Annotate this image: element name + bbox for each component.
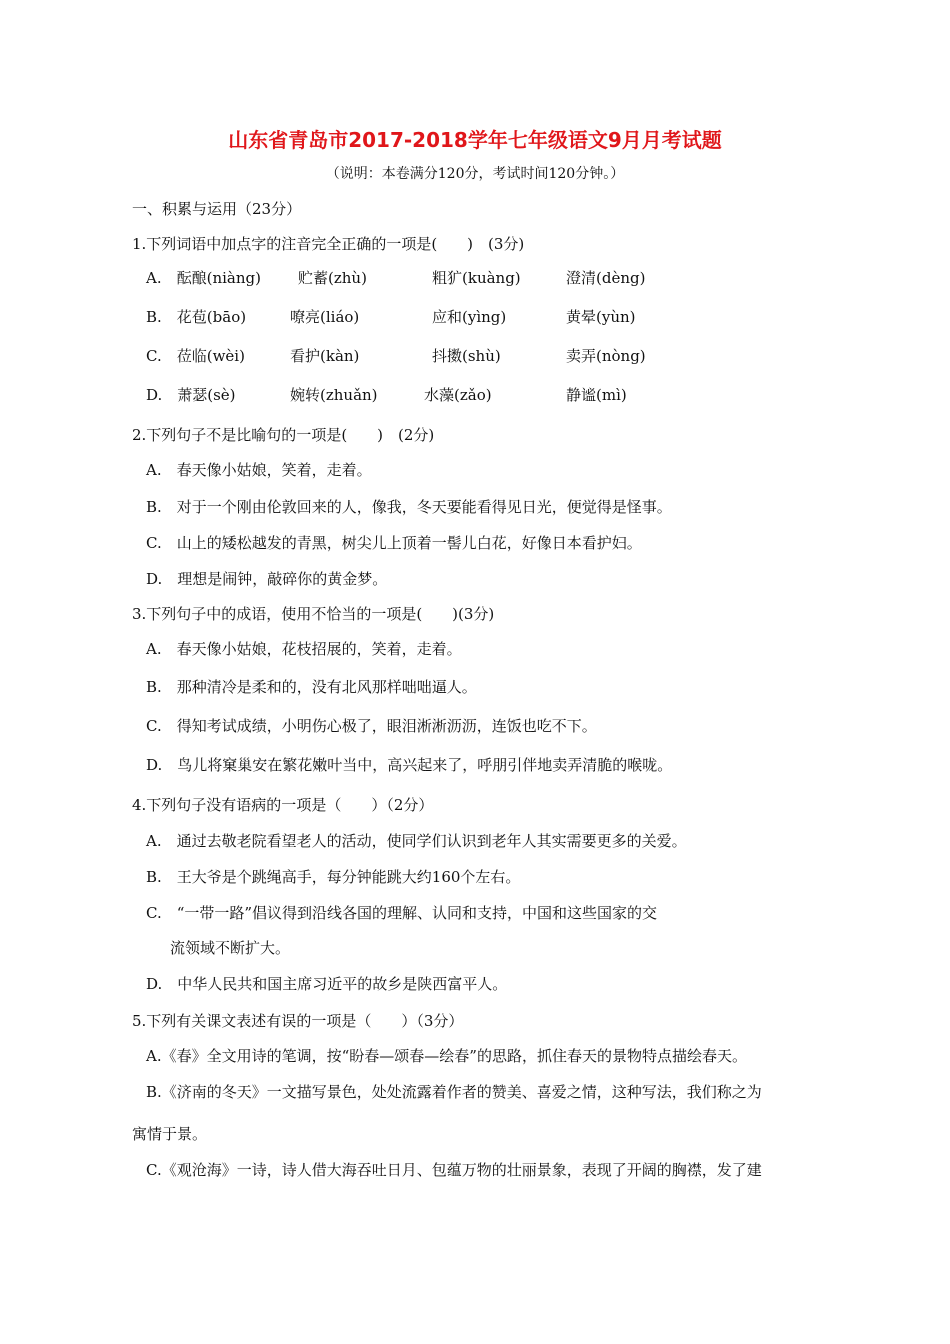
q4-option-d: D. 中华人民共和国主席习近平的故乡是陕西富平人。 [146,975,508,993]
q1-option-a-word3: 粗犷(kuàng) [432,269,521,287]
q4-option-c: C. “一带一路”倡议得到沿线各国的理解、认同和支持，中国和这些国家的交 [146,904,658,922]
question-1-options [0,267,950,417]
q1-option-b-word4: 黄晕(yùn) [566,308,636,326]
q4-option-a: A. 通过去敬老院看望老人的活动，使同学们认识到老年人其实需要更多的关爱。 [146,832,687,850]
q5-option-b: B.《济南的冬天》一文描写景色，处处流露着作者的赞美、喜爱之情，这种写法，我们称之为 [146,1083,762,1101]
question-5-stem: 5.下列有关课文表述有误的一项是（ ）（3分） [132,1012,464,1030]
question-2-stem: 2.下列句子不是比喻句的一项是( ) (2分) [132,426,435,444]
q4-option-c-continued: 流领域不断扩大。 [170,939,291,957]
q4-option-b: B. 王大爷是个跳绳高手，每分钟能跳大约160个左右。 [146,868,521,886]
q1-option-b-word1: B. 花苞(bāo) [146,308,247,326]
q5-option-b-continued: 寓情于景。 [132,1125,208,1143]
q1-option-a-word2: 贮蓄(zhù) [298,269,367,287]
q2-option-c: C. 山上的矮松越发的青黑，树尖儿上顶着一髻儿白花，好像日本看护妇。 [146,534,642,552]
q1-option-d-word3: 水藻(zǎo) [424,386,492,404]
q1-option-b-word3: 应和(yìng) [432,308,507,326]
q1-option-a-word4: 澄清(dèng) [566,269,646,287]
q1-option-c-word4: 卖弄(nòng) [566,347,646,365]
q3-option-c: C. 得知考试成绩，小明伤心极了，眼泪淅淅沥沥，连饭也吃不下。 [146,717,597,735]
q5-option-a: A.《春》全文用诗的笔调，按“盼春—颂春—绘春”的思路，抓住春天的景物特点描绘春天。 [146,1047,747,1065]
q1-option-b-word2: 嘹亮(liáo) [290,308,360,326]
section-heading: 一、积累与运用（23分） [132,200,302,218]
page-title: 山东省青岛市2017-2018学年七年级语文9月月考试题 [228,128,722,152]
q2-option-b: B. 对于一个刚由伦敦回来的人，像我，冬天要能看得见日光，便觉得是怪事。 [146,498,672,516]
question-3-stem: 3.下列句子中的成语，使用不恰当的一项是( )(3分) [132,605,495,623]
q1-option-c-word2: 看护(kàn) [290,347,360,365]
q3-option-a: A. 春天像小姑娘，花枝招展的，笑着，走着。 [146,640,462,658]
q1-option-c-word1: C. 莅临(wèi) [146,347,245,365]
question-4-stem: 4.下列句子没有语病的一项是（ ）（2分） [132,796,434,814]
q1-option-c-word3: 抖擞(shù) [432,347,501,365]
question-1-stem: 1.下列词语中加点字的注音完全正确的一项是( ) (3分) [132,235,525,253]
q1-option-d-word4: 静谧(mì) [566,386,627,404]
q1-option-d-word2: 婉转(zhuǎn) [290,386,378,404]
q3-option-d: D. 鸟儿将窠巢安在繁花嫩叶当中，高兴起来了，呼朋引伴地卖弄清脆的喉咙。 [146,756,673,774]
q5-option-c: C.《观沧海》一诗，诗人借大海吞吐日月、包蕴万物的壮丽景象，表现了开阔的胸襟，发了建 [146,1161,762,1179]
q1-option-d-word1: D. 萧瑟(sè) [146,386,236,404]
q3-option-b: B. 那种清冷是柔和的，没有北风那样咄咄逼人。 [146,678,477,696]
q2-option-a: A. 春天像小姑娘，笑着，走着。 [146,461,372,479]
q1-option-a-word1: A. 酝酿(niàng) [146,269,261,287]
q2-option-d: D. 理想是闹钟，敲碎你的黄金梦。 [146,570,388,588]
exam-instructions: （说明：本卷满分120分，考试时间120分钟。） [325,166,625,182]
